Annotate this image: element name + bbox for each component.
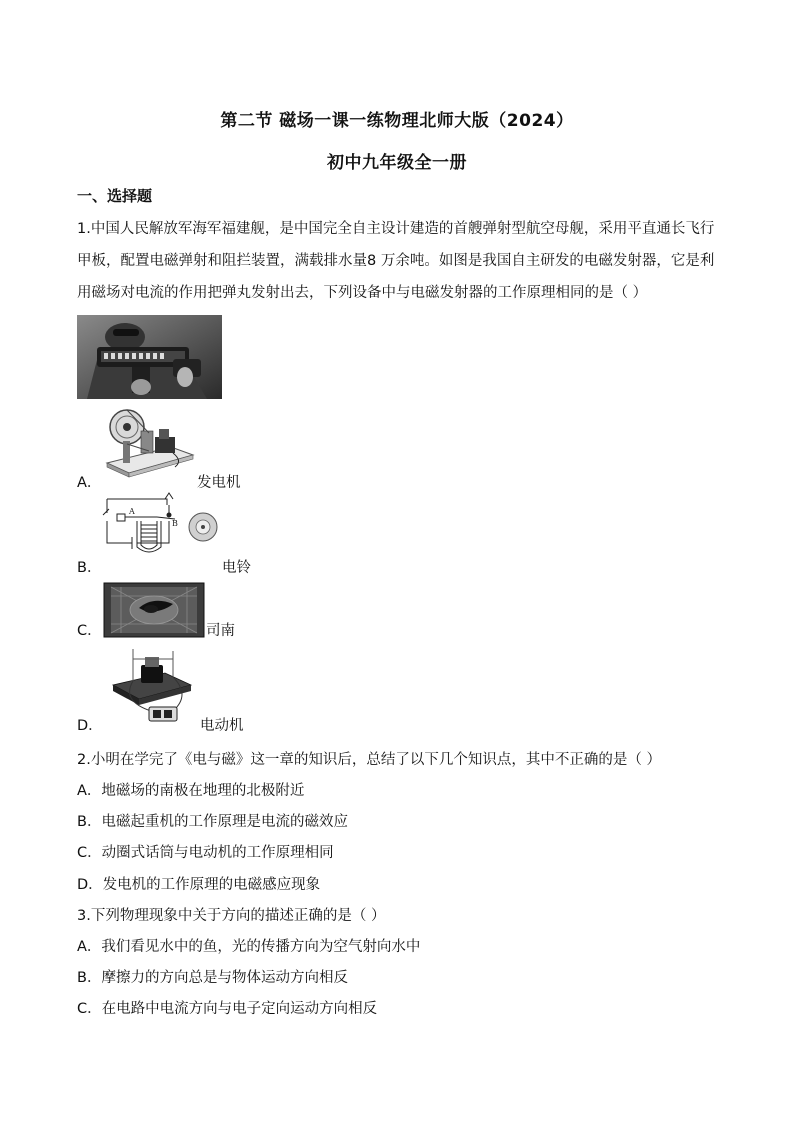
page-subtitle: 初中九年级全一册 [327,153,467,173]
generator-apparatus-icon [103,407,195,481]
q3-option-a: A．我们看见水中的鱼，光的传播方向为空气射向水中 [77,939,421,955]
q1-option-a-letter: A． [77,475,102,491]
q1-option-d-label: 电动机 [200,718,244,734]
electric-motor-apparatus-icon [111,645,197,727]
q2-option-b: B．电磁起重机的工作原理是电流的磁效应 [77,814,348,830]
electromagnetic-launcher-photo [77,315,222,399]
diagram-label-a: A [129,507,135,516]
q1-stem-line2: 甲板，配置电磁弹射和阻拦装置，满载排水量8 万余吨。如图是我国自主研发的电磁发射器，它是利 [77,253,715,269]
q3-option-b: B．摩擦力的方向总是与物体运动方向相反 [77,970,348,986]
q1-stem-line3: 用磁场对电流的作用把弹丸发射出去，下列设备中与电磁发射器的工作原理相同的是（ ） [77,285,648,301]
q2-option-a: A．地磁场的南极在地理的北极附近 [77,783,305,799]
q1-option-d-letter: D． [77,718,103,734]
section-heading: 一、选择题 [77,187,153,205]
q1-option-c-label: 司南 [206,623,235,639]
q1-option-b-label: 电铃 [222,560,251,576]
page-title: 第二节 磁场一课一练物理北师大版（2024） [220,111,574,131]
diagram-label-b: B [172,519,178,528]
q1-option-c-letter: C． [77,623,102,639]
q3-option-c: C．在电路中电流方向与电子定向运动方向相反 [77,1001,378,1017]
sinan-compass-icon [103,582,205,638]
q1-stem-line1: 1.中国人民解放军海军福建舰，是中国完全自主设计建造的首艘弹射型航空母舰，采用平直通长飞行 [77,221,715,237]
q1-option-b-letter: B． [77,560,102,576]
q2-stem: 2.小明在学完了《电与磁》这一章的知识后，总结了以下几个知识点，其中不正确的是（ ） [77,752,661,768]
q2-option-d: D．发电机的工作原理的电磁感应现象 [77,877,321,893]
q1-option-a-label: 发电机 [197,475,241,491]
q3-stem: 3.下列物理现象中关于方向的描述正确的是（ ） [77,908,386,924]
electric-bell-diagram-icon [97,491,221,553]
q2-option-c: C．动圈式话筒与电动机的工作原理相同 [77,845,334,861]
